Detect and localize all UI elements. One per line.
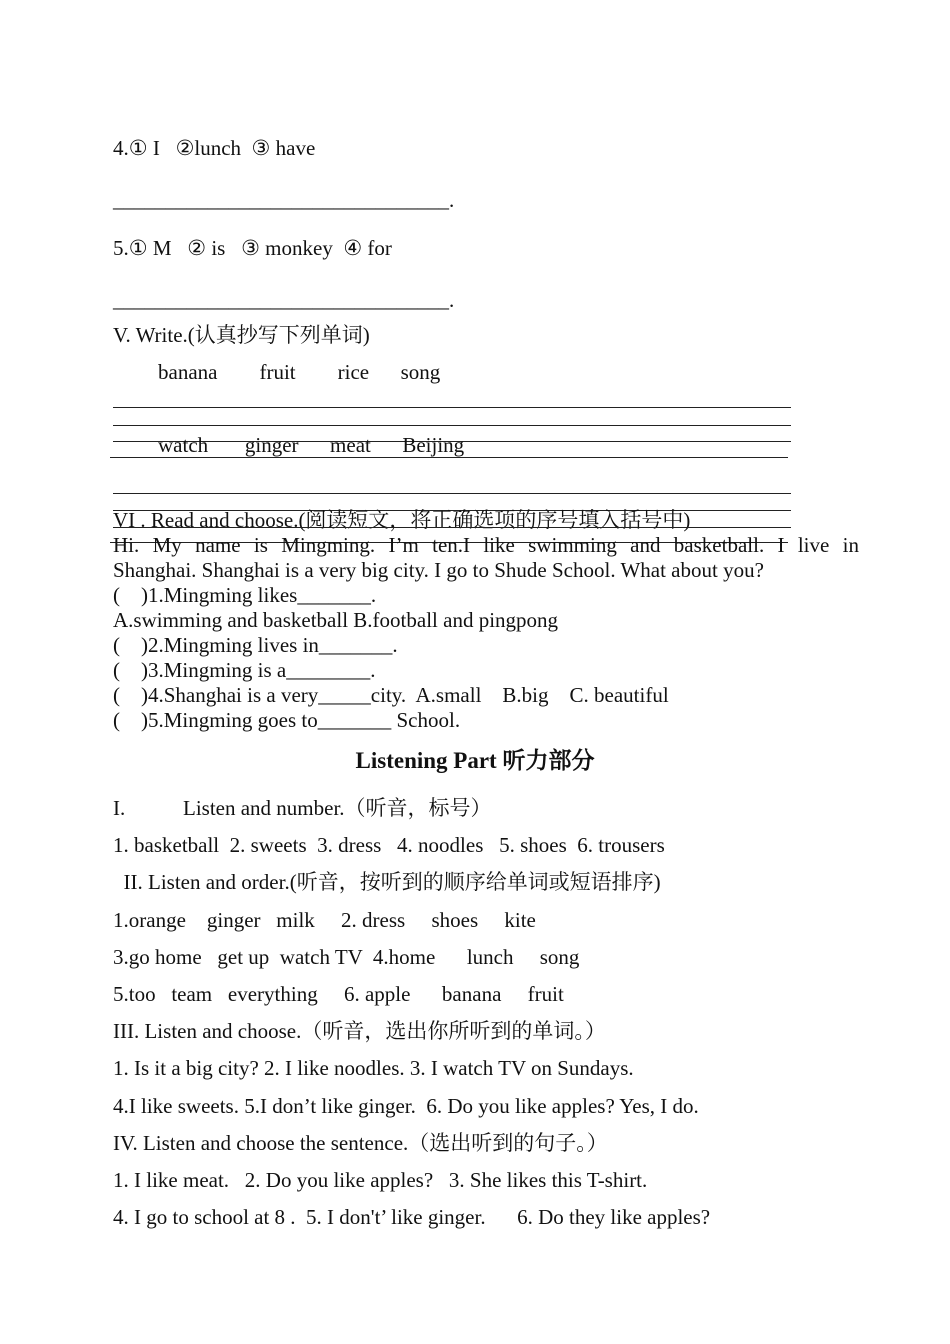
listening-s2-heading: II. Listen and order.(听音，按听到的顺序给单词或短语排序) bbox=[113, 870, 661, 894]
passage-line-1: Hi. My name is Mingming. I’m ten.I like swimming and basketball. I live in bbox=[113, 533, 859, 557]
q5-words: 5.① M ② is ③ monkey ④ for bbox=[113, 236, 392, 260]
question-3: ( )3.Mingming is a________. bbox=[113, 658, 376, 682]
question-2: ( )2.Mingming lives in_______. bbox=[113, 633, 398, 657]
listening-s3-line1: 1. Is it a big city? 2. I like noodles. 3. I watch TV on Sundays. bbox=[113, 1056, 634, 1080]
question-1-options: A.swimming and basketball B.football and pingpong bbox=[113, 608, 559, 632]
copy-words-row1: banana fruit rice song bbox=[158, 360, 441, 384]
listening-s2-line2: 3.go home get up watch TV 4.home lunch song bbox=[113, 945, 580, 969]
writing-line bbox=[110, 457, 788, 458]
section5-heading: V. Write.(认真抄写下列单词) bbox=[113, 323, 370, 347]
question-4: ( )4.Shanghai is a very_____city. A.small B.big C. beautiful bbox=[113, 683, 669, 707]
listening-s4-heading: IV. Listen and choose the sentence.（选出听到的句子。） bbox=[113, 1131, 608, 1155]
section6-heading: VI . Read and choose.(阅读短文，将正确选项的序号填入括号中) bbox=[113, 508, 691, 532]
listening-s2-line1: 1.orange ginger milk 2. dress shoes kite bbox=[113, 908, 536, 932]
listening-s1-items: 1. basketball 2. sweets 3. dress 4. noodles 5. shoes 6. trousers bbox=[113, 833, 665, 857]
listening-s1-heading: I. Listen and number.（听音，标号） bbox=[113, 796, 492, 820]
q4-words: 4.① I ②lunch ③ have bbox=[113, 136, 316, 160]
listening-s4-line1: 1. I like meat. 2. Do you like apples? 3. She likes this T-shirt. bbox=[113, 1168, 648, 1192]
copy-words-row2: watch ginger meat Beijing bbox=[158, 433, 465, 457]
listening-s3-line2: 4.I like sweets. 5.I don’t like ginger. 6. Do you like apples? Yes, I do. bbox=[113, 1094, 699, 1118]
question-1: ( )1.Mingming likes_______. bbox=[113, 583, 377, 607]
passage-line-2: Shanghai. Shanghai is a very big city. I go to Shude School. What about you? bbox=[113, 558, 764, 582]
writing-line bbox=[113, 407, 791, 408]
listening-s2-line3: 5.too team everything 6. apple banana fruit bbox=[113, 982, 564, 1006]
question-5: ( )5.Mingming goes to_______ School. bbox=[113, 708, 461, 732]
listening-title: Listening Part 听力部分 bbox=[355, 748, 595, 773]
listening-s4-line2: 4. I go to school at 8 . 5. I don't’ like ginger. 6. Do they like apples? bbox=[113, 1205, 711, 1229]
writing-line bbox=[113, 425, 791, 426]
writing-line bbox=[113, 527, 791, 528]
q5-answer-blank[interactable]: ________________________________. bbox=[113, 288, 455, 312]
q4-answer-blank[interactable]: ________________________________. bbox=[113, 188, 455, 212]
listening-s3-heading: III. Listen and choose.（听音，选出你所听到的单词。） bbox=[113, 1019, 606, 1043]
writing-line bbox=[113, 493, 791, 494]
